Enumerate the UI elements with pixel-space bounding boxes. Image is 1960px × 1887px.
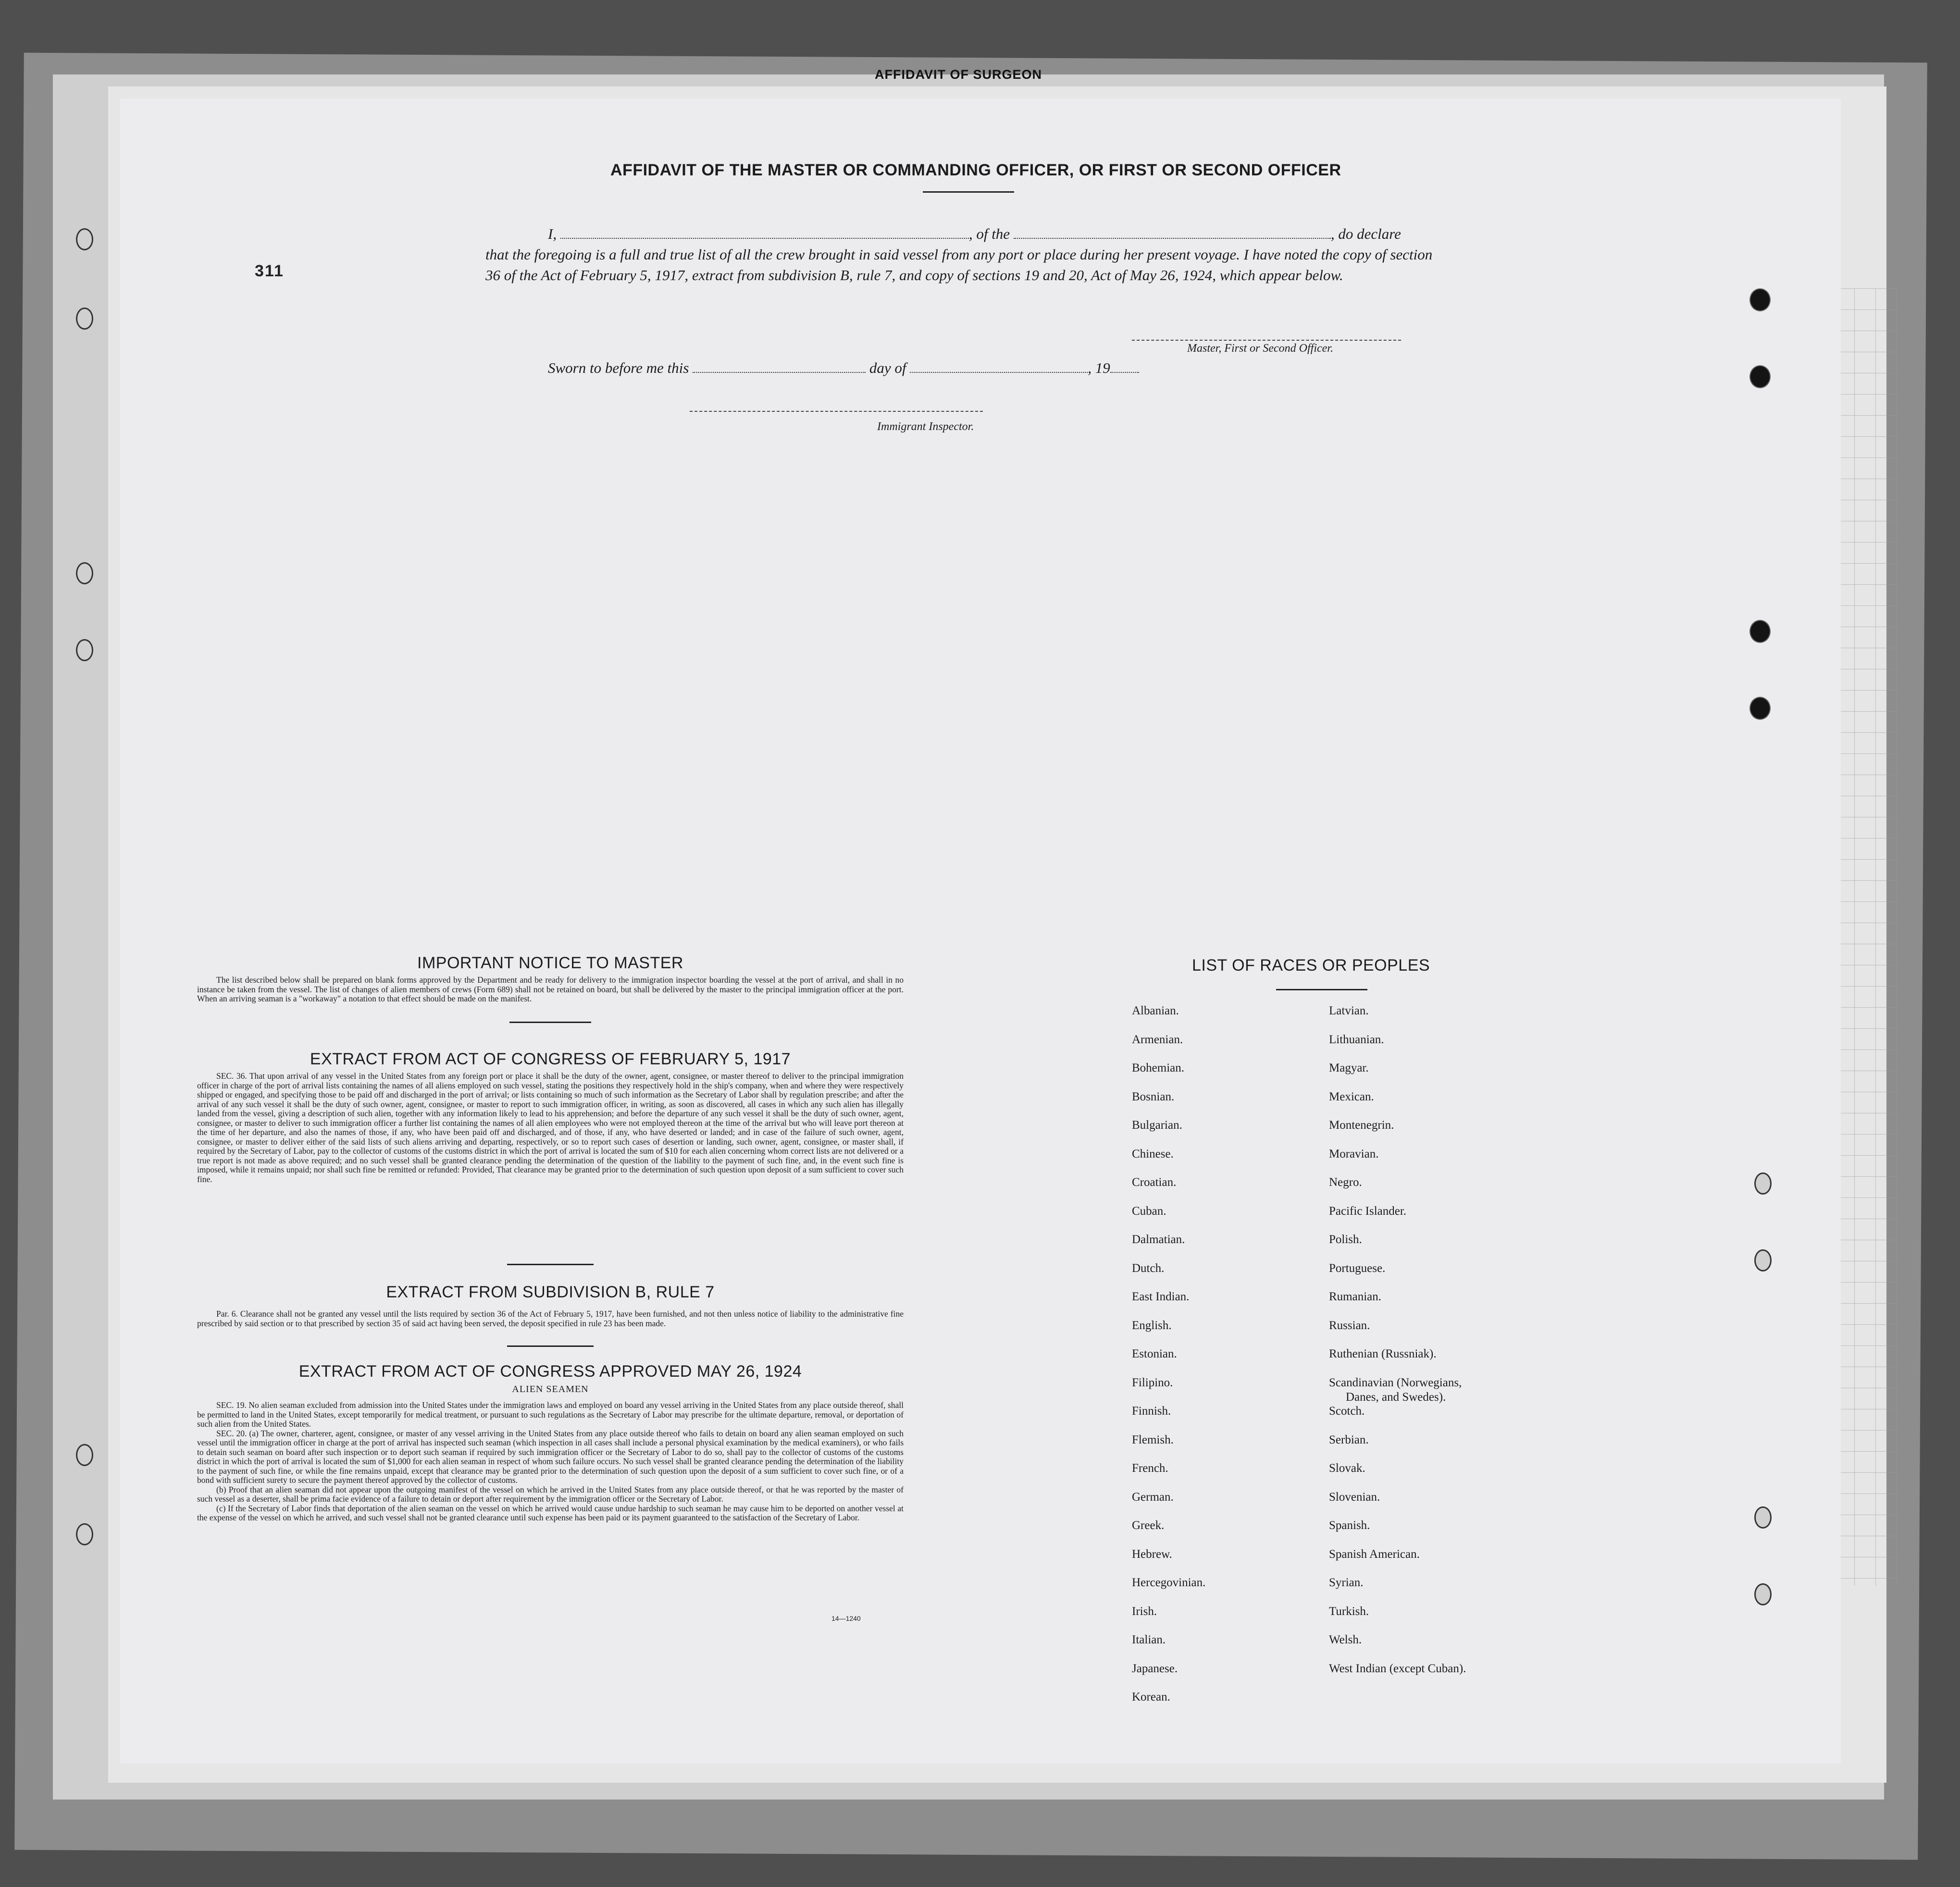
form-number: 14—1240 — [831, 1615, 861, 1622]
affidavit-i: I, — [548, 225, 557, 242]
binder-hole-icon — [1749, 697, 1771, 720]
race-item: Syrian. — [1329, 1576, 1364, 1589]
extract-1924-subtitle: ALIEN SEAMEN — [512, 1384, 589, 1394]
race-item: Hercegovinian. — [1132, 1576, 1206, 1589]
race-item: French. — [1132, 1462, 1168, 1475]
race-item: Ruthenian (Russniak). — [1329, 1347, 1437, 1360]
race-item: English. — [1132, 1319, 1172, 1332]
stamp-number: 311 — [255, 262, 284, 280]
race-item: Serbian. — [1329, 1433, 1369, 1446]
sec-20a: SEC. 20. (a) The owner, charterer, agent, consignee, or master of any vessel arriving in the United States from any place outside thereof who fails to detain on board any alien seaman employed on such vessel until the immigration officer in charge at the port of arrival has inspected such seaman (which inspection in all cases shall include a personal physical examination by the medical examiners), or who fails to detain such seaman on board after such inspection or to deport such seaman if required by such immigration officer or the Secretary of Labor to do so, shall pay to the collector of customs of the customs district in which the port of arrival is located the sum of $1,000 for each alien seaman in respect of whom such failure occurs. No such vessel shall be granted clearance pending the determination of the liability to the payment of such fine, or while the fine remains unpaid, except that clearance may be granted prior to the determination of such question upon the deposit of a sum sufficient to cover such fine, or of a bond with sufficient surety to secure the payment thereof approved by the collector of customs. — [197, 1428, 904, 1485]
sworn-day-field[interactable] — [693, 360, 866, 373]
extract-rule7-title: EXTRACT FROM SUBDIVISION B, RULE 7 — [386, 1283, 715, 1301]
master-signature-line[interactable] — [1132, 340, 1401, 341]
race-item: Dutch. — [1132, 1262, 1165, 1275]
title-rule — [923, 191, 1014, 193]
race-item: Russian. — [1329, 1319, 1370, 1332]
race-item: Slovenian. — [1329, 1491, 1380, 1504]
binder-ring-icon — [76, 639, 93, 661]
race-item: Bulgarian. — [1132, 1119, 1182, 1132]
race-item: Bosnian. — [1132, 1090, 1175, 1103]
affidavit-title: AFFIDAVIT OF THE MASTER OR COMMANDING OFFICER, OR FIRST OR SECOND OFFICER — [610, 161, 1341, 179]
race-item: Rumanian. — [1329, 1290, 1382, 1303]
extract-rule7-rule — [507, 1345, 594, 1347]
binder-ring-icon — [1754, 1583, 1772, 1605]
race-item: Spanish. — [1329, 1519, 1370, 1532]
race-item: Hebrew. — [1132, 1548, 1172, 1561]
binder-ring-icon — [76, 562, 93, 584]
race-item: Mexican. — [1329, 1090, 1374, 1103]
notice-title: IMPORTANT NOTICE TO MASTER — [417, 954, 683, 972]
race-item: Turkish. — [1329, 1605, 1369, 1618]
race-item: Scotch. — [1329, 1405, 1365, 1418]
race-item: Armenian. — [1132, 1033, 1183, 1046]
affidavit-text: that the foregoing is a full and true list of all the crew brought in said vessel from any port or place during her present voyage. I have noted the copy of section 36 of the Act of February 5, 1917, extract from subdivision B, rule 7, and copy of sections 19 and 20, Act of May 26, 1924, which appear below. — [485, 246, 1433, 284]
race-item: Slovak. — [1329, 1462, 1365, 1475]
race-item: Filipino. — [1132, 1376, 1173, 1389]
inspector-signature-line[interactable] — [690, 411, 983, 412]
race-item: Polish. — [1329, 1233, 1362, 1246]
race-item: Spanish American. — [1329, 1548, 1420, 1561]
sec-20c: (c) If the Secretary of Labor finds that deportation of the alien seaman on the vessel on which he arrived would cause undue hardship to such seaman he may cause him to be deported on another vessel at the expense of the vessel on which he arrived, and such vessel shall not be granted clearance until such expense has been paid or its payment guaranteed to the satisfaction of the Secretary of Labor. — [197, 1503, 904, 1522]
binder-hole-icon — [1749, 288, 1771, 311]
name-field[interactable] — [560, 226, 969, 239]
binder-ring-icon — [1754, 1249, 1772, 1271]
inspector-caption: Immigrant Inspector. — [877, 420, 974, 433]
extract-1917-title: EXTRACT FROM ACT OF CONGRESS OF FEBRUARY 5, 1917 — [310, 1050, 791, 1068]
race-item: Moravian. — [1329, 1147, 1379, 1160]
affidavit-of-the: , of the — [968, 225, 1010, 242]
race-item: Latvian. — [1329, 1004, 1369, 1017]
race-item: Montenegrin. — [1329, 1119, 1394, 1132]
vessel-field[interactable] — [1014, 226, 1331, 239]
sec-20b: (b) Proof that an alien seaman did not appear upon the outgoing manifest of the vessel on which he arrived in the United States from any place outside thereof, or that he was reported by the master of such vessel as a deserter, shall be prima facie evidence of a failure to detain or deport after requirement by the immigration officer or the Secretary of Labor. — [197, 1484, 904, 1504]
race-item: Italian. — [1132, 1633, 1166, 1646]
binder-ring-icon — [76, 228, 93, 250]
binder-ring-icon — [76, 1523, 93, 1545]
notice-text: The list described below shall be prepared on blank forms approved by the Department and be ready for delivery to the immigration inspector boarding the vessel at the port of arrival, and shall in no instance be taken from the vessel. The list of changes of alien members of crews (Form 689) shall not be retained on board, but shall be delivered by the master to the principal immigration officer at the port. When an arriving seaman is a "workaway" a notation to that effect should be made on the manifest. — [197, 975, 904, 1003]
race-item: Lithuanian. — [1329, 1033, 1384, 1046]
race-item: East Indian. — [1132, 1290, 1190, 1303]
races-title: LIST OF RACES OR PEOPLES — [1192, 956, 1430, 974]
race-item: Japanese. — [1132, 1662, 1178, 1675]
notice-rule — [509, 1022, 591, 1023]
race-item: Albanian. — [1132, 1004, 1179, 1017]
races-rule — [1276, 989, 1367, 990]
sworn-year-field[interactable] — [1110, 360, 1139, 373]
race-item: Korean. — [1132, 1690, 1170, 1703]
binder-ring-icon — [1754, 1506, 1772, 1529]
race-item: Dalmatian. — [1132, 1233, 1185, 1246]
race-item: Bohemian. — [1132, 1061, 1185, 1074]
race-item: Estonian. — [1132, 1347, 1177, 1360]
header-label: AFFIDAVIT OF SURGEON — [875, 67, 1042, 82]
race-item: West Indian (except Cuban). — [1329, 1662, 1466, 1675]
race-item: Negro. — [1329, 1176, 1362, 1189]
race-item: Irish. — [1132, 1605, 1157, 1618]
sec-19: SEC. 19. No alien seaman excluded from admission into the United States under the immigration laws and employed on board any vessel arriving in the United States from any place outside thereof, shall be permitted to land in the United States, except temporarily for medical treatment, or pursuant to such regulations as the Secretary of Labor may prescribe for the ultimate departure, removal, or deportation of such alien from the United States. — [197, 1400, 904, 1429]
extract-rule7-text: Par. 6. Clearance shall not be granted any vessel until the lists required by section 36 of the Act of February 5, 1917, have been furnished, and not then unless notice of liability to the administrative fine prescribed by said section or to that prescribed by section 35 of said act having been served, the deposit specified in rule 23 has been made. — [197, 1309, 904, 1328]
race-item: Pacific Islander. — [1329, 1205, 1407, 1218]
year-text: , 19 — [1088, 359, 1110, 376]
master-caption: Master, First or Second Officer. — [1187, 342, 1333, 355]
binder-hole-icon — [1749, 365, 1771, 388]
race-item: Danes, and Swedes). — [1346, 1391, 1446, 1404]
race-item: Scandinavian (Norwegians, — [1329, 1376, 1462, 1389]
race-item: Magyar. — [1329, 1061, 1369, 1074]
race-item: Chinese. — [1132, 1147, 1174, 1160]
race-item: Cuban. — [1132, 1205, 1166, 1218]
race-item: Flemish. — [1132, 1433, 1174, 1446]
race-item: Finnish. — [1132, 1405, 1171, 1418]
race-item: Welsh. — [1329, 1633, 1362, 1646]
race-item: Portuguese. — [1329, 1262, 1386, 1275]
sworn-month-field[interactable] — [910, 360, 1088, 373]
extract-1917-rule — [507, 1264, 594, 1265]
affidavit-body — [485, 223, 1437, 285]
binder-ring-icon — [76, 308, 93, 330]
binder-hole-icon — [1749, 620, 1771, 643]
race-item: Croatian. — [1132, 1176, 1177, 1189]
extract-1924-text — [197, 1401, 904, 1523]
sworn-line — [548, 359, 1139, 377]
binder-ring-icon — [1754, 1172, 1772, 1195]
extract-1917-text: SEC. 36. That upon arrival of any vessel in the United States from any foreign port or place it shall be the duty of the owner, agent, consignee, or master thereof to deliver to the principal immigration officer in charge of the port of arrival lists containing the names of all aliens employed on such vessel, stating the positions they respectively hold in the ship's company, when and where they were respectively shipped or engaged, and specifying those to be paid off and discharged in the port of arrival; or lists containing so much of such information as the Secretary of Labor shall by regulation prescribe; and after the arrival of any such vessel it shall be the duty of such owner, agent, consignee, or master to report to such immigration officer, in writing, as soon as discovered, all cases in which any such alien has illegally landed from the vessel, giving a description of such alien, together with any information likely to lead to his apprehension; and before the departure of any such vessel it shall be the duty of such owner, agent, consignee, or master to deliver to such immigration officer a further list containing the names of all alien employees who were not employed thereon at the time of the arrival but who will leave port thereon at the time of her departure, and also the names of those, if any, who have been paid off and discharged, and of those, if any, who have deserted or landed; and in case of the failure of such owner, agent, consignee, or master to deliver either of the said lists of such aliens arriving and departing, respectively, or so to report such cases of desertion or landing, such owner, agent, consignee, or master shall, if required by the Secretary of Labor, pay to the collector of customs of the customs district in which the port of arrival is located the sum of $10 for each alien concerning whom correct lists are not delivered or a true report is not made as above required; and no such vessel shall be granted clearance pending the determination of the question of the liability to the payment of such fine, and, in the event such fine is imposed, while it remains unpaid; nor shall such fine be remitted or refunded: Provided, That clearance may be granted prior to the determination of such question upon deposit of a sum sufficient to cover such fine. — [197, 1071, 904, 1184]
race-item: German. — [1132, 1491, 1174, 1504]
race-item: Greek. — [1132, 1519, 1165, 1532]
day-of-text: day of — [869, 359, 906, 376]
sworn-text: Sworn to before me this — [548, 359, 689, 376]
binder-ring-icon — [76, 1444, 93, 1466]
extract-1924-title: EXTRACT FROM ACT OF CONGRESS APPROVED MAY 26, 1924 — [298, 1362, 802, 1381]
affidavit-declare: , do declare — [1330, 225, 1401, 242]
